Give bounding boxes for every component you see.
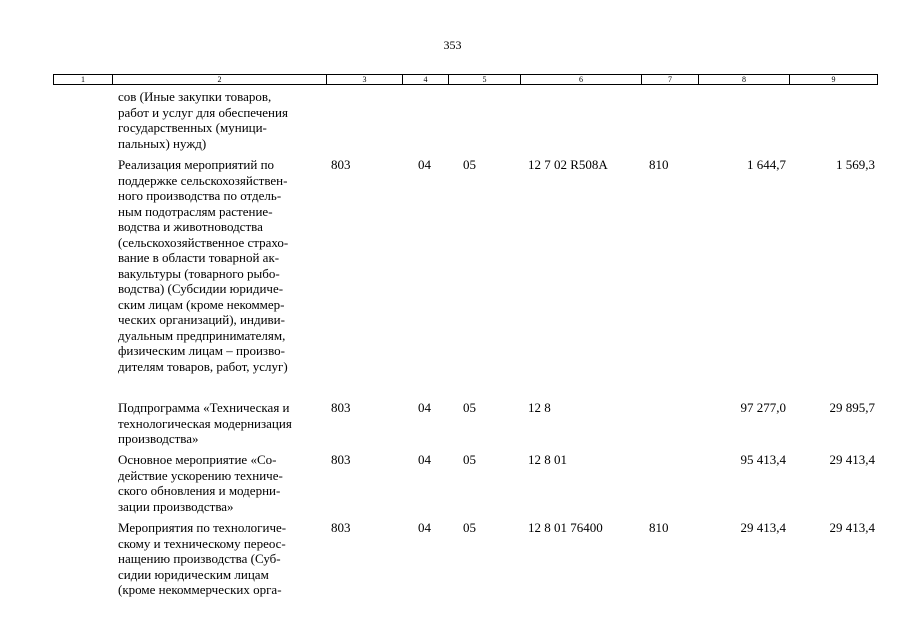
row-amount-1: 29 413,4 [740, 520, 786, 535]
row-name: Мероприятия по технологиче- скому и техническому переос- нащению производства (Суб- сидии юридическим лицам (кроме некоммерческих орга- [118, 520, 287, 597]
row-amount-2: 29 895,7 [829, 400, 875, 415]
header-col-2: 2 [112, 75, 326, 84]
row-type: 810 [649, 157, 669, 172]
header-col-1: 1 [81, 75, 85, 84]
row-name: Подпрограмма «Техническая и технологическая модернизация производства» [118, 400, 292, 446]
row-amount-1: 95 413,4 [740, 452, 786, 467]
row-subsection: 05 [463, 520, 476, 535]
row-target: 12 7 02 R508A [528, 157, 608, 172]
header-col-4: 4 [402, 75, 448, 84]
row-name: сов (Иные закупки товаров, работ и услуг для обеспечения государственных (муници- пальных) нужд) [118, 89, 288, 151]
header-col-7: 7 [641, 75, 698, 84]
header-col-8: 8 [698, 75, 789, 84]
table-header-row [53, 74, 878, 85]
row-target: 12 8 [528, 400, 551, 415]
row-amount-1: 97 277,0 [740, 400, 786, 415]
page-number: 353 [443, 38, 462, 52]
row-amount-2: 29 413,4 [829, 452, 875, 467]
row-section: 04 [418, 520, 431, 535]
row-amount-2: 29 413,4 [829, 520, 875, 535]
row-section: 04 [418, 400, 431, 415]
row-type: 810 [649, 520, 669, 535]
row-section: 04 [418, 452, 431, 467]
header-col-3: 3 [326, 75, 402, 84]
row-ministry: 803 [331, 452, 351, 467]
row-ministry: 803 [331, 400, 351, 415]
row-name: Реализация мероприятий по поддержке сельскохозяйствен- ного производства по отдель- ным подотраслям растение- водства и животноводства (сельскохозяйственное страхо- вание в области товарной ак- вакультуры (товарного рыбо- водства) (Субсидии юридиче- ским лицам (кроме некоммер- ческих организаций), индиви- дуальным предпринимателям, физическим лицам – произво- дителям товаров, работ, услуг) [118, 157, 289, 374]
row-amount-2: 1 569,3 [836, 157, 875, 172]
header-col-6: 6 [520, 75, 641, 84]
header-col-9: 9 [789, 75, 877, 84]
row-name: Основное мероприятие «Со- действие ускорению техниче- ского обновления и модерни- зации производства» [118, 452, 283, 514]
row-section: 04 [418, 157, 431, 172]
row-subsection: 05 [463, 452, 476, 467]
row-ministry: 803 [331, 157, 351, 172]
header-col-5: 5 [448, 75, 520, 84]
row-amount-1: 1 644,7 [747, 157, 786, 172]
row-subsection: 05 [463, 157, 476, 172]
row-target: 12 8 01 76400 [528, 520, 603, 535]
row-subsection: 05 [463, 400, 476, 415]
row-ministry: 803 [331, 520, 351, 535]
row-target: 12 8 01 [528, 452, 567, 467]
